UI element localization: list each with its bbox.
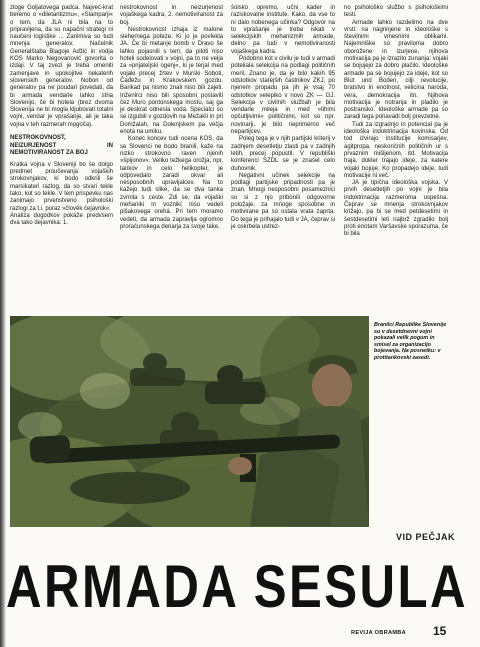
paragraph: Nestrokovnost izhaja iz malone slehernega poteze. Ki jo je povlekla JA. Če bi metanje bomb v Dravo še lahko pojasnili s tem, da piloti niso hoteli sodelovati v vojni, pa to ne velja za »prijateljski ogenj«, ki je terjal med vojaki precej žrtev v Murski Soboti, Čađežu in Krakovskem gozdu. Barikad pa nismo znali niso bili zajeti. Inženirci niso bili sposobni postaviti čez Muro pontonskega mostu, saj ga je deskrat odnesla voda. Specialci so se izgubili v gozdovih na Mežakli in pri Domžalah, na Dolenjskem pa večja enota na umiku. (120, 26, 223, 136)
magazine-name: REVIJA OBRAMBA (351, 630, 406, 636)
paragraph: Analiza dogodkov pokaže predvsem dva tako dejavnika: 1. (10, 212, 113, 227)
text-column-4 (344, 5, 448, 239)
paragraph: nestrokovnost in neizurjenost vojaškega kadra, 2. nemotiviranost za boj. (120, 5, 223, 26)
soldiers-ambush-photo (10, 316, 369, 527)
text-column-2 (120, 5, 223, 231)
paragraph: Kratka vojna v Sloveniji bo še dolgo predmet proučevanja vojaških strokovnjakov, ki bodo odkrili še marsikateri razlog, da so stvari tekle tako, kot so tekle. V tem prispevku nas zanimajo prvenstveno psihološki razlogi za t.i. poraz »člověk čejavnik«. (10, 161, 113, 212)
text-column-1 (10, 5, 113, 228)
paragraph: zloge Goljatovega padca. Najveć-krat beremo o »diletantizmu«, »Slamparji« o tem, da JLA ni bila na to pripravljena, da so napačni strategi ni naučeni logistike ... Zanimiva so tudi mnenja generalov. Načelnik Generalštaba Blagoje Adžić in vodja KOS Marko Negovanović govorita o izdaji. V taj zvezi je treba omeniti zamenjave in upokojitve nekaterih slovenskih generalov. Nobon od generalov pa ne poudari povedati, da bi armada vendarle lahko stria Slovenijo, če bi hotela (brez dvoma Slovenija ne bi mogla kljubovati totalni vojni, vendar je vprašanje, ali je taka vojna v teh razmerah mogoča). (10, 5, 113, 128)
page-binding-edge (0, 0, 6, 647)
paragraph: Negativni učinek selekcije na podlagi partijske pripadnosti pa je znan. Mnogi nesposobni posameznici so si z njo pribonili odgovorne položaje, za mnoge sposobne in motivirane pa so ostala vrata zaprta. Do tega je prihajalo tudi v JA, čeprav si je oskrbela ustrez- (231, 172, 335, 230)
paragraph: Podobno kot v civilu je tudi v armadi potekala selekcija na podlagi političnih meril. Znano je, da je bilo kakih 95 odstotkov starejših častnikov ZKJ, po njenem propadu pa jih je vsaj 70 odstotkov velepiko v novo ZK — GJ. Selekcija v civilnih službah je bila vendarle mileja in med »tihimi opčutljivimi« političnimi, kot so npr. novinarji, je bilo neprimerno več nepartijcev. (231, 56, 335, 136)
paragraph: Tudi za izgradnjo in potencial pa je ideološka indoktrinacija kovinska. Od tod izvirajo institucije komisarjev, agitpropa, neskončnih političnih ur s prvaznim mišljenom, itd. Motivacija traja, dokler trajajo ideje, za katere vojaki bojuje. Ko propadejo ideje, tudi motivacije ni več. (344, 121, 448, 179)
article-headline: ARMADA SESULA (6, 553, 469, 620)
text-column-3 (231, 5, 335, 231)
paragraph: šolsko opremo, učni kader in raziskovalne institute. Kako, da vse to ni dalo nobenega učinka? Odgovor na to vprašanje je treba iskati v selekcijskih mehanizmih armade, delno pa tudi v nemotiviranosti vojaškega kadra. (231, 5, 335, 55)
paragraph: Poleg tega je v njih partijski kriterij v zadnjem desetletju zlasti pa v zadnjih letih, precej popustil. V republiški konferenci SZDL se je znašel celo duhovnik. (231, 136, 335, 172)
author-name: VID PEČJAK (396, 532, 456, 542)
paragraph: JA je tipična ideološka vojska. V prvih desetletjih po vojni je bila indoktrinacija razmeroma uspešna. Čeprav se mnenja strokovnjakov križajo, pa bi se med petdesetimi in šestdesetimi leti najbrž zgradilo bolj proti enotam Varšavske sporazuma, če bi bila (344, 180, 448, 238)
photo-caption: Branilci Republike Slovenije so v desetdnevni vojni pokazali velik pogum in smisel za organizacijo bojevanja. Na posnetku: v protitankovski zasedi. (374, 322, 447, 361)
section-subheading: NESTROKOVNOST, NEIZURJENOST IN NEMOTIVIRANOST ZA BOJ (10, 135, 113, 157)
paragraph: Armade lahko razdelimo na dve vrsti: na nagrinjene in ideološke s številnimi vmesnimi oblikami. Najemniške so praviloma dobro oborožene in izurjene, njihova motivacija pa je izrazito zunanja: vojaki se bojujejo za dobro plačilo. Ideološke armade pa se bojujejo za ideje, kot so Blut und Boden, cilji revolucije, bratstvo in enotnost, velicina naroda, vera, demokracija itn. Njihova motivacija je notranja in pladilo je postransko. Ideološke armade pa so zaradi tega ponavadi bolj prevzetne. (344, 19, 448, 121)
paragraph: Konec koncev tudi ocena KOS, da se Slovenci ne bodo branili, kaže na nizko strokovno raven njenih »špijonov«. Veliko težkega orožja, npr. tankov in celo helikopter, je odpovedalo zaradi okvar ali nesposobnih upravljalcev. Na to kažejo tudi slike, da se dva tanka zvrnila s ceste. Zdi se, da vojaški mehaniki in voznikí niso vedeli pišakovega orehá. Pri tem moramo vedeti, da armada zapravlja ogromno proračunskega denarja za svoje take. (120, 136, 223, 230)
page-number: 15 (433, 624, 447, 638)
paragraph: no psihološko službo s psihološkimi testi. (344, 5, 448, 19)
